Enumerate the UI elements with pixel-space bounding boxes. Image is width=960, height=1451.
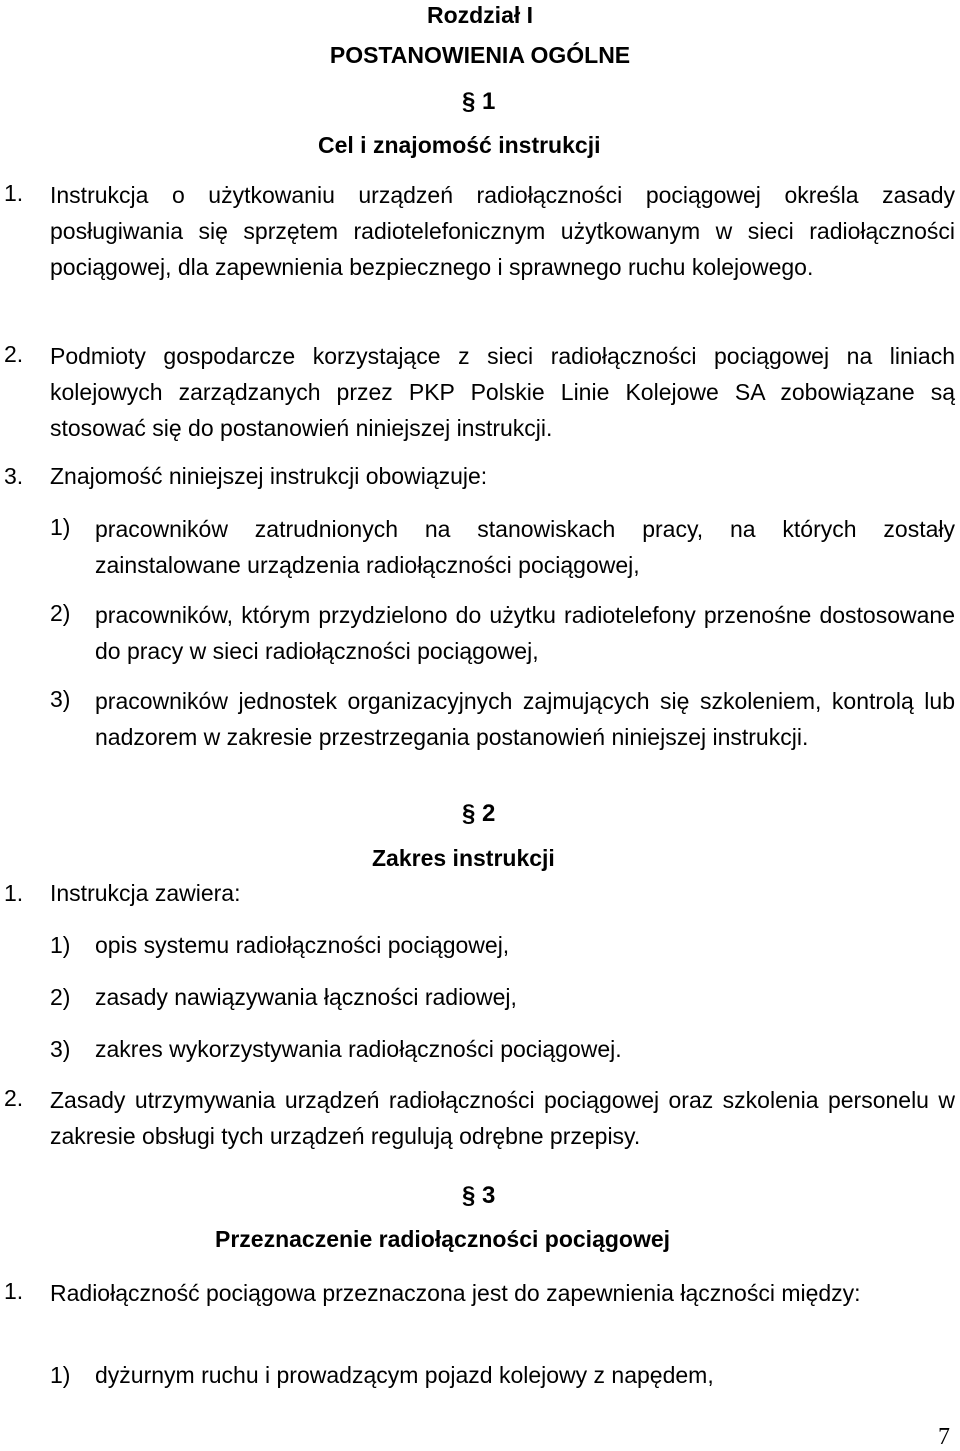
paragraph: Podmioty gospodarcze korzystające z sieci radiołączności pociągowej na liniach kolejowych zarządzanych przez PKP Polskie Linie Kolejowe SA zobowiązane są stosować się do postanowień niniejszej instrukcji. — [50, 343, 955, 441]
item-number: 2. — [4, 1085, 24, 1111]
item-number: 3. — [4, 463, 24, 489]
section-3-title: Przeznaczenie radiołączności pociągowej — [215, 1226, 671, 1252]
item-number: 2. — [4, 341, 24, 367]
paragraph: Zasady utrzymywania urządzeń radiołączności pociągowej oraz szkolenia personelu w zakresie obsługi tych urządzeń regulują odrębne przepisy. — [50, 1087, 955, 1149]
chapter-subtitle: POSTANOWIENIA OGÓLNE — [329, 42, 631, 68]
subitem-text: pracowników zatrudnionych na stanowiskach pracy, na których zostały zainstalowane urządzenia radiołączności pociągowej, — [95, 516, 955, 578]
item-number: 1. — [4, 180, 24, 206]
section-3-mark: § 3 — [462, 1182, 496, 1209]
subitem-number: 1) — [50, 1362, 71, 1388]
section-1-mark: § 1 — [462, 88, 496, 115]
subitem-text: dyżurnym ruchu i prowadzącym pojazd kolejowy z napędem, — [95, 1362, 714, 1388]
section-2-title: Zakres instrukcji — [372, 845, 555, 871]
section-2-mark: § 2 — [462, 800, 496, 827]
subitem-number: 3) — [50, 1036, 71, 1062]
subitem-text: pracowników jednostek organizacyjnych zajmujących się szkoleniem, kontrolą lub nadzorem w zakresie przestrzegania postanowień niniejszej instrukcji. — [95, 688, 955, 750]
paragraph: Instrukcja o użytkowaniu urządzeń radiołączności pociągowej określa zasady posługiwania się sprzętem radiotelefonicznym użytkowanym w sieci radiołączności pociągowej, dla zapewnienia bezpiecznego i sprawnego ruchu kolejowego. — [50, 182, 955, 280]
page-number: 7 — [938, 1424, 950, 1450]
subitem-text: opis systemu radiołączności pociągowej, — [95, 932, 510, 958]
paragraph: Znajomość niniejszej instrukcji obowiązuje: — [50, 463, 488, 489]
subitem-number: 2) — [50, 984, 71, 1010]
subitem-number: 3) — [50, 686, 71, 712]
paragraph: Radiołączność pociągowa przeznaczona jest do zapewnienia łączności między: — [50, 1280, 861, 1306]
subitem-number: 1) — [50, 514, 71, 540]
subitem-text: zakres wykorzystywania radiołączności pociągowej. — [95, 1036, 622, 1062]
subitem-number: 2) — [50, 600, 71, 626]
paragraph: Instrukcja zawiera: — [50, 880, 241, 906]
chapter-title: Rozdział I — [426, 2, 534, 28]
item-number: 1. — [4, 880, 24, 906]
subitem-number: 1) — [50, 932, 71, 958]
item-number: 1. — [4, 1278, 24, 1304]
section-1-title: Cel i znajomość instrukcji — [318, 132, 601, 158]
subitem-text: pracowników, którym przydzielono do użytku radiotelefony przenośne dostosowane do pracy w sieci radiołączności pociągowej, — [95, 602, 955, 664]
subitem-text: zasady nawiązywania łączności radiowej, — [95, 984, 517, 1010]
